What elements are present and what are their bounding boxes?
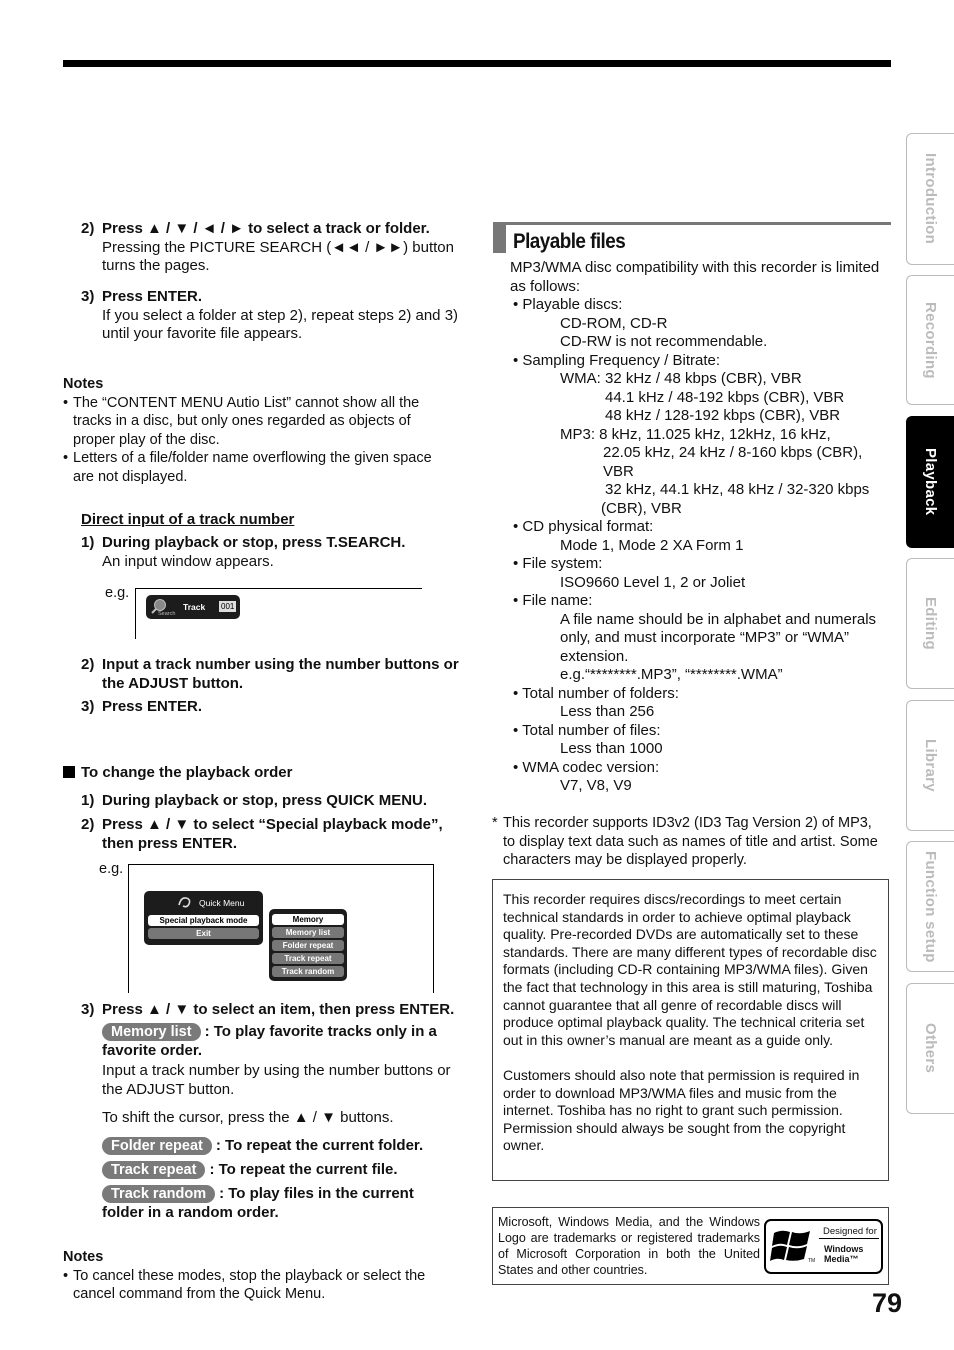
page-number: 79: [872, 1288, 903, 1318]
tab-others[interactable]: [906, 983, 954, 1114]
tab-label: Editing: [922, 597, 939, 650]
track-random-description: Track random : To play files in the current folder in a random order.: [102, 1185, 414, 1221]
quick-menu-icon: [177, 895, 195, 909]
trademark-text: Microsoft, Windows Media, and the Windows Logo are trademarks or registered trademarks of Microsoft Corporation in both the United States and other countries.: [498, 1215, 760, 1277]
submenu-item-track-repeat[interactable]: Track repeat: [272, 953, 344, 964]
cursor-shift-text: To shift the cursor, press the ▲ / ▼ buttons.: [102, 1109, 394, 1126]
track-random-pill: Track random: [102, 1185, 215, 1203]
tab-label: Others: [922, 1023, 939, 1074]
step-3-press-enter: 3) Press ENTER. If you select a folder at step 2), repeat steps 2) and 3) until your favorite file appears.: [81, 288, 459, 342]
trademark-box: [492, 1207, 889, 1285]
order-step-1: 1) During playback or stop, press QUICK MENU.: [81, 792, 428, 809]
tab-function-setup[interactable]: [906, 841, 954, 972]
special-playback-submenu: [269, 909, 347, 981]
tab-editing[interactable]: [906, 558, 954, 689]
direct-input-heading: Direct input of a track number: [81, 511, 295, 528]
submenu-item-track-random[interactable]: Track random: [272, 966, 344, 977]
track-repeat-pill: Track repeat: [102, 1161, 205, 1179]
tab-label: Function setup: [922, 850, 939, 963]
direct-step-1: 1) During playback or stop, press T.SEARCH. An input window appears.: [81, 534, 406, 570]
id3-footnote: * This recorder supports ID3v2 (ID3 Tag Version 2) of MP3, to display text data such as names of title and artist. Some characters may be displayed properly.: [492, 815, 878, 868]
step-2-select-track: 2) Press ▲ / ▼ / ◄ / ► to select a track or folder. Pressing the PICTURE SEARCH (◄◄ / ►►) button turns the pages.: [81, 220, 454, 274]
menu-item-exit[interactable]: Exit: [148, 928, 259, 939]
square-bullet-icon: [63, 766, 75, 778]
tab-recording[interactable]: [906, 275, 954, 405]
notes-title: Notes: [63, 376, 104, 392]
direct-step-3: 3) Press ENTER.: [81, 698, 203, 715]
playable-files-heading: Playable files: [513, 230, 626, 253]
submenu-item-memory[interactable]: Memory: [272, 914, 344, 925]
quick-menu-screen-example: [128, 864, 434, 993]
direct-step-2: 2) Input a track number using the number buttons or the ADJUST button.: [81, 656, 459, 692]
playable-files-specs: MP3/WMA disc compatibility with this recorder is limited as follows: • Playable discs: CD-ROM, CD-R CD-RW is not recommendable. • Sampling Frequency / Bitrate: WMA: 32 kHz / 48 kbps (CBR), VBR 44.1 kHz / 48-192 kbps (CBR), VBR 48 kHz / 128-192 kbps (CBR), VBR MP3: 8 kHz, 11.025 kHz, 12kHz, 16 kHz, 22.05 kHz, 24 kHz / 8-160 kbps (CBR), VBR 32 kHz, 44.1 kHz, 48 kHz / 32-320 kbps (CBR), VBR • CD physical format: Mode 1, Mode 2 XA Form 1 • File system: ISO9660 Level 1, 2 or Joliet • File name: A file name should be in alphabet and numerals only, and must incorporate “MP3” or “WMA” extension. e.g.“********.MP3”, “********.WMA” • Total number of folders: Less than 256 • Total number of files: Less than 1000 • WMA codec version: V7, V8, V9: [510, 259, 880, 794]
track-search-osd: Search Track 001: [146, 595, 240, 619]
eg-label: e.g.: [99, 861, 124, 877]
tab-playback[interactable]: [906, 416, 954, 548]
playback-order-heading: To change the playback order: [63, 764, 292, 783]
heading-marker: [493, 225, 506, 253]
folder-repeat-pill: Folder repeat: [102, 1137, 212, 1155]
tab-library[interactable]: [906, 700, 954, 831]
menu-item-special-playback[interactable]: Special playback mode: [148, 915, 259, 926]
submenu-item-folder-repeat[interactable]: Folder repeat: [272, 940, 344, 951]
memory-list-description: Memory list : To play favorite tracks only in a favorite order. Input a track number by using the number buttons or the ADJUST button.: [102, 1023, 451, 1098]
quick-menu-osd: Quick Menu Special playback mode Exit: [144, 891, 263, 945]
note-item: To cancel these modes, stop the playback or select the cancel command from the Quick Menu.: [73, 1267, 426, 1302]
tab-label: Playback: [922, 448, 939, 516]
eg-label: e.g.: [105, 585, 130, 601]
track-repeat-description: Track repeat : To repeat the current file.: [102, 1161, 398, 1180]
note-item: The “CONTENT MENU Autio List” cannot show all the tracks in a disc, but only ones regarded as objects of proper play of the disc.: [73, 394, 420, 448]
heading-rule: [493, 222, 891, 225]
notes-1: Notes • The “CONTENT MENU Autio List” cannot show all the tracks in a disc, but only ones regarded as objects of proper play of the disc. • Letters of a file/folder name overflowing the given space are not displayed.: [63, 375, 448, 486]
order-step-3: 3) Press ▲ / ▼ to select an item, then press ENTER.: [81, 1001, 455, 1018]
tab-label: Introduction: [922, 153, 939, 245]
note-item: Letters of a file/folder name overflowing the given space are not displayed.: [73, 450, 432, 485]
tab-label: Recording: [922, 301, 939, 379]
folder-repeat-description: Folder repeat : To repeat the current folder.: [102, 1137, 423, 1156]
order-step-2: 2) Press ▲ / ▼ to select “Special playback mode”, then press ENTER.: [81, 816, 443, 852]
memory-list-pill: Memory list: [102, 1023, 201, 1041]
top-rule: [63, 60, 891, 67]
tab-introduction[interactable]: [906, 133, 954, 265]
tab-label: Library: [922, 739, 939, 792]
windows-media-logo: TM Designed for Windows Media™: [764, 1219, 883, 1274]
search-screen-example: [135, 588, 422, 639]
notes-2: Notes • To cancel these modes, stop the playback or select the cancel command from the Quick Menu.: [63, 1248, 448, 1304]
notes-title: Notes: [63, 1249, 104, 1265]
submenu-item-memory-list[interactable]: Memory list: [272, 927, 344, 938]
disclaimer-box: This recorder requires discs/recordings to meet certain technical standards in order to achieve optimal playback quality. Pre-recorded DVDs are automatically set to these standards. There are many different types of recordable disc formats (including CD-R containing MP3/WMA files). Given the fact that technology in this area is still maturing, Toshiba cannot guarantee that all genre of recordable discs will produce optimal playback quality. The technical criteria set out in this owner’s manual are meant as a guide only. Customers should also note that permission is required in order to download MP3/WMA files and music from the internet. Toshiba has no right to grant such permission. Permission should always be sought from the copyright owner.: [492, 879, 889, 1181]
